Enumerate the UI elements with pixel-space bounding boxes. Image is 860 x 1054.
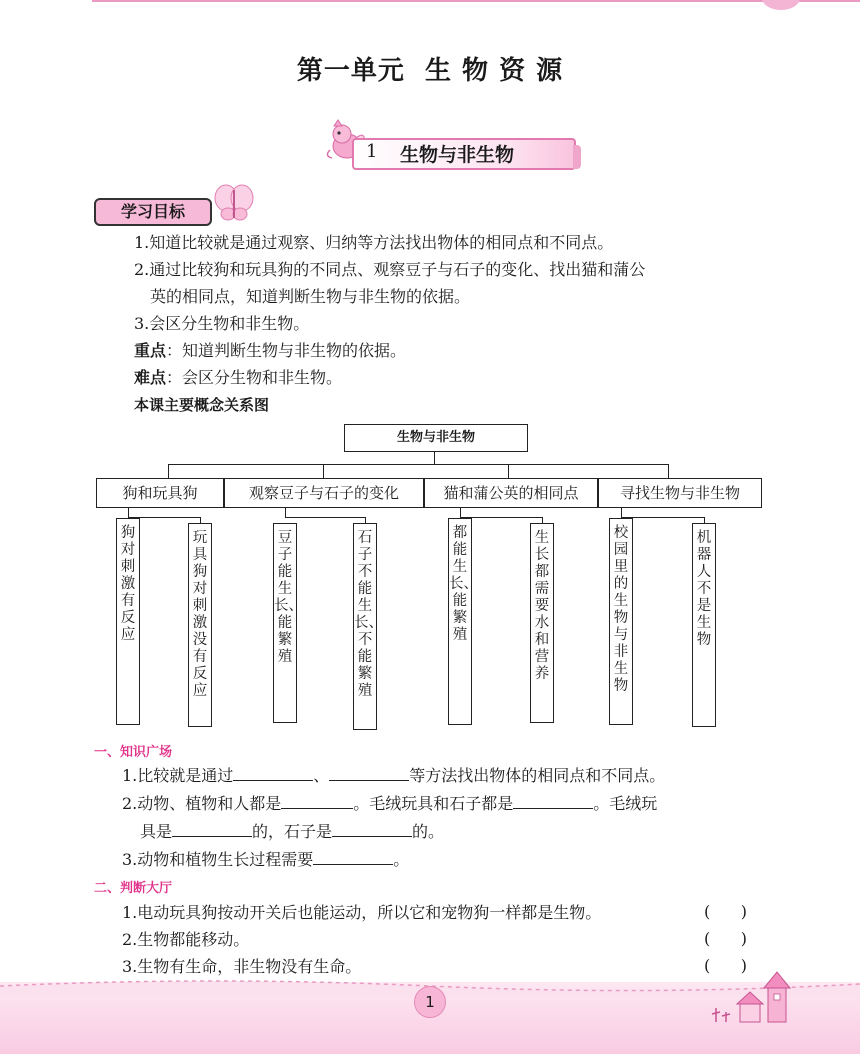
connector [621,507,622,517]
key-point-text: ：知道判断生物与非生物的依据。 [166,341,407,360]
judge-1: 1.电动玩具狗按动开关后也能运动，所以它和宠物狗一样都是生物。 [122,903,602,922]
judge-3-answer[interactable]: ( ) [704,956,747,975]
judge-2-answer[interactable]: ( ) [704,929,747,948]
concept-leaf-6: 生长都需要水和营养 [530,523,554,723]
section-2-title: 二、判断大厅 [94,881,173,896]
section-1-title: 一、知识广场 [94,745,173,760]
goal-2: 2.通过比较狗和玩具狗的不同点、观察豆子与石子的变化、找出猫和蒲公 [134,260,646,279]
q2-cont [140,820,444,843]
q1-text-b: 、 [313,766,330,785]
connector [460,517,542,518]
concept-map-label: 本课主要概念关系图 [134,396,270,414]
q2-text-c: 。毛绒玩 [593,794,658,813]
difficulty-text: ：会区分生物和非生物。 [166,368,343,387]
q3 [122,848,409,871]
concept-branch-2: 观察豆子与石子的变化 [224,478,424,508]
page-number: 1 [414,986,446,1018]
goal-2-cont: 英的相同点，知道判断生物与非生物的依据。 [150,287,471,306]
connector [621,517,704,518]
connector [668,464,669,478]
q2-blank-3[interactable] [172,820,252,837]
connector [460,507,461,517]
difficulty [134,367,342,389]
butterfly-icon [212,182,256,222]
concept-leaf-7: 校园里的生物与非生物 [609,518,633,725]
goals-label: 学习目标 [94,198,212,226]
concept-branch-4: 寻找生物与非生物 [598,478,762,508]
lesson-name: 生物与非生物 [400,144,515,166]
judge-2: 2.生物都能移动。 [122,930,250,949]
q2b-text-b: 的，石子是 [252,822,333,841]
q2-blank-4[interactable] [332,820,412,837]
q3-text-b: 。 [393,850,410,869]
house-decoration-icon [710,968,800,1028]
q2-blank-2[interactable] [513,792,593,809]
q2 [122,792,657,815]
difficulty-label: 难点 [134,368,167,387]
concept-leaf-1: 狗对刺激有反应 [116,518,140,725]
concept-leaf-2: 玩具狗对刺激没有反应 [188,523,212,727]
concept-root-box: 生物与非生物 [344,424,528,452]
connector [285,507,286,517]
q1-blank-2[interactable] [329,764,409,781]
q2-text-a: 2.动物、植物和人都是 [122,794,282,813]
concept-leaf-5: 都能生长、能繁殖 [448,518,472,725]
goal-1: 1.知道比较就是通过观察、归纳等方法找出物体的相同点和不同点。 [134,233,614,252]
q2b-text-a: 具是 [140,822,173,841]
top-rule [92,0,860,2]
connector [128,507,129,517]
q1-blank-1[interactable] [233,764,313,781]
goal-3: 3.会区分生物和非生物。 [134,314,310,333]
key-point-label: 重点 [134,341,167,360]
concept-branch-3: 猫和蒲公英的相同点 [424,478,598,508]
concept-leaf-4: 石子不能生长、不能繁殖 [353,523,377,730]
q2b-text-c: 的。 [412,822,445,841]
judge-3: 3.生物有生命，非生物没有生命。 [122,957,362,976]
judge-1-answer[interactable]: ( ) [704,902,747,921]
concept-branch-1: 狗和玩具狗 [96,478,224,508]
connector [323,464,324,478]
connector [434,451,435,464]
unit-title: 第一单元 生 物 资 源 [296,56,564,86]
q1-text-a: 1.比较就是通过 [122,766,234,785]
q2-blank-1[interactable] [281,792,353,809]
key-point [134,340,406,362]
connector [285,517,365,518]
corner-decoration [762,0,800,10]
q3-blank-1[interactable] [313,848,393,865]
q3-text-a: 3.动物和植物生长过程需要 [122,850,314,869]
q1 [122,764,665,787]
connector [508,464,509,478]
q2-text-b: 。毛绒玩具和石子都是 [353,794,514,813]
lesson-number: 1 [366,141,378,162]
concept-leaf-3: 豆子能生长、能繁殖 [273,523,297,723]
concept-leaf-8: 机器人不是生物 [692,523,716,727]
connector [168,464,668,465]
connector [168,464,169,478]
q1-text-c: 等方法找出物体的相同点和不同点。 [409,766,666,785]
